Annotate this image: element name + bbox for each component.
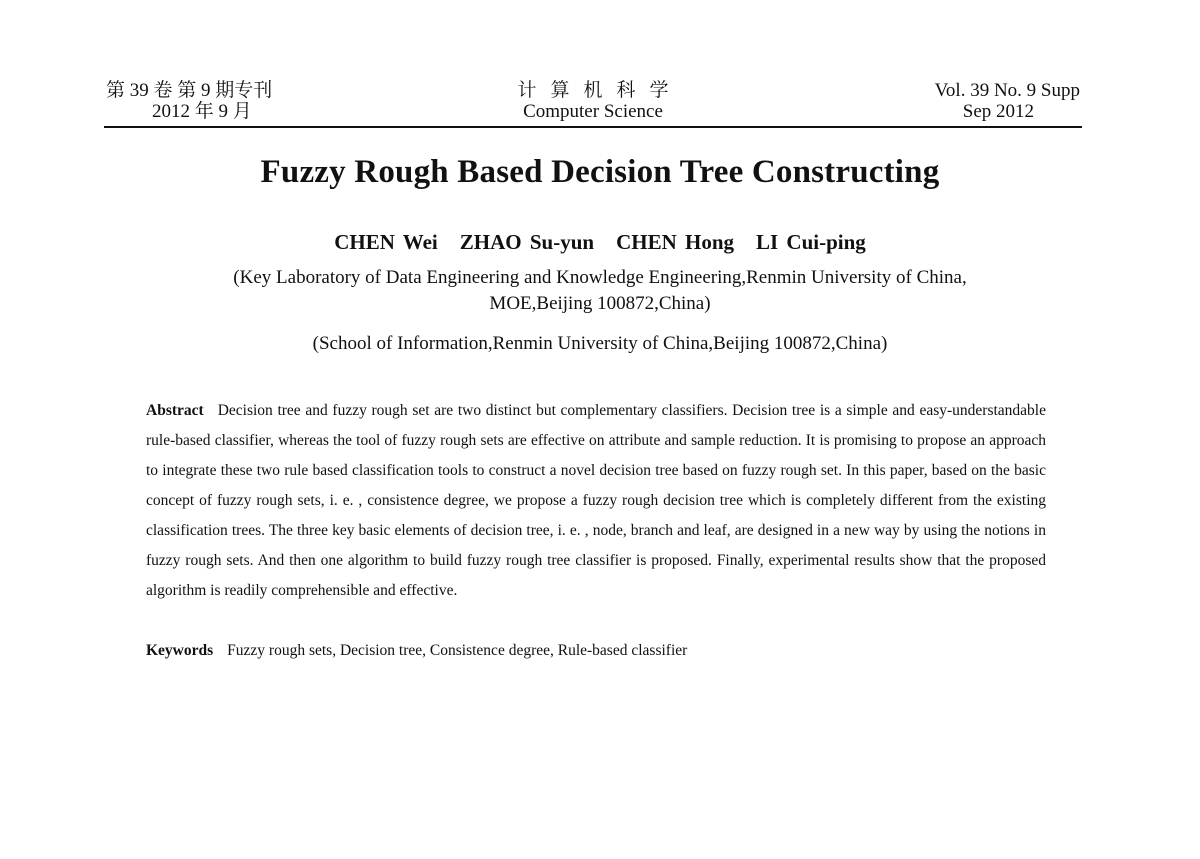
author: ZHAO Su-yun	[459, 230, 595, 254]
volume-line: 第 39 卷 第 9 期专刊	[106, 80, 273, 101]
author-list	[0, 228, 1200, 256]
journal-header	[104, 80, 1082, 128]
keywords-text: Fuzzy rough sets, Decision tree, Consistence degree, Rule-based classifier	[227, 642, 688, 659]
abstract-label: Abstract	[146, 402, 204, 419]
journal-name-en: Computer Science	[523, 101, 663, 122]
abstract	[146, 396, 1046, 606]
affiliation-1	[0, 265, 1200, 317]
affiliation-1-line1: (Key Laboratory of Data Engineering and Knowledge Engineering,Renmin University of China,	[233, 267, 967, 288]
keywords	[146, 636, 1046, 666]
volume-line-en: Vol. 39 No. 9 Supp	[934, 80, 1080, 101]
journal-name-cn: 计算机科学	[517, 80, 683, 101]
author: LI Cui-ping	[756, 230, 866, 254]
paper-title: Fuzzy Rough Based Decision Tree Constructing	[260, 154, 940, 190]
affiliation-1-line2: MOE,Beijing 100872,China)	[489, 293, 711, 314]
volume-issue-en	[935, 80, 1080, 122]
keywords-label: Keywords	[146, 642, 214, 659]
date-line-en: Sep 2012	[962, 101, 1034, 122]
author: CHEN Wei	[334, 230, 438, 254]
date-line-cn: 2012 年 9 月	[152, 101, 252, 122]
abstract-text: Decision tree and fuzzy rough set are two distinct but complementary classifiers. Decision tree is a simple and easy-understandable rule-based classifier, whereas the tool of fuzzy rough sets are effective on attribute and sample reduction. It is promising to propose an approach to integrate these two rule based classification tools to construct a novel decision tree based on fuzzy rough set. In this paper, based on the basic concept of fuzzy rough sets, i. e. , consistence degree, we propose a fuzzy rough decision tree which is completely different from the existing classification trees. The three key basic elements of decision tree, i. e. , node, branch and leaf, are designed in a new way by using the notions in fuzzy rough sets. And then one algorithm to build fuzzy rough tree classifier is proposed. Finally, experimental results show that the proposed algorithm is readily comprehensible and effective.	[146, 402, 1046, 599]
affiliation-2: (School of Information,Renmin University of China,Beijing 100872,China)	[312, 333, 888, 354]
author: CHEN Hong	[616, 230, 734, 254]
